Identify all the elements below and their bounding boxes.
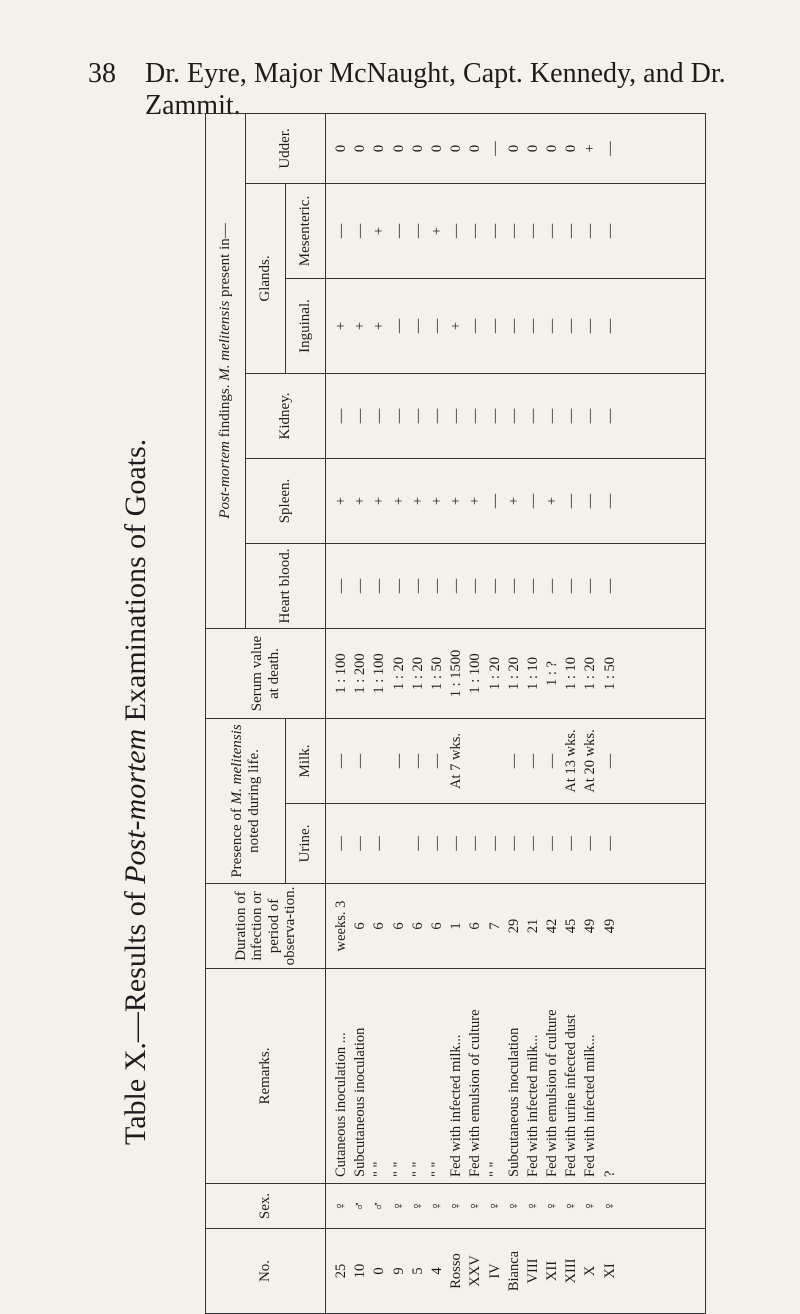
table-cell-remarks: ? — [601, 1170, 618, 1177]
table-cell-heart: — — [409, 578, 426, 594]
table-cell-duration: 29 — [505, 918, 522, 934]
table-cell-heart: — — [601, 578, 618, 594]
table-cell-serum: 1 : 10 — [524, 656, 541, 690]
table-cell-milk: — — [352, 753, 369, 769]
body-spleen — [326, 458, 706, 543]
table-cell-urine: — — [563, 836, 580, 851]
table-cell-mesenteric: — — [390, 223, 407, 239]
table-cell-urine: — — [505, 836, 522, 851]
table-cell-spleen: + — [448, 496, 465, 506]
table-cell-milk: — — [428, 753, 445, 769]
running-head — [0, 58, 800, 121]
table-cell-sex: ♀ — [428, 1200, 445, 1212]
presence-species: M. melitensis — [229, 724, 245, 805]
table-cell-heart: — — [428, 578, 445, 594]
body-milk — [326, 718, 706, 803]
table-cell-inguinal: — — [563, 318, 580, 334]
table-cell-inguinal: + — [371, 321, 388, 331]
table-cell-heart: — — [582, 578, 599, 594]
col-mesenteric: Mesenteric. — [286, 183, 326, 278]
caption-italic: Post-mortem — [119, 728, 152, 884]
table-cell-serum: 1 : 20 — [409, 656, 426, 690]
table-cell-mesenteric: — — [524, 223, 541, 239]
table-cell-urine: — — [544, 836, 561, 851]
body-sex — [326, 1184, 706, 1229]
table-cell-inguinal: + — [352, 321, 369, 331]
table-cell-urine: — — [448, 836, 465, 851]
table-cell-duration: 45 — [563, 918, 580, 934]
col-udder: Udder. — [246, 113, 326, 183]
body-remarks — [326, 969, 706, 1184]
body-udder — [326, 113, 706, 183]
body-duration — [326, 884, 706, 969]
table-cell-inguinal: — — [505, 318, 522, 334]
table-cell-sex: ♀ — [544, 1200, 561, 1212]
body-no — [326, 1229, 706, 1314]
table-cell-no: X — [582, 1265, 599, 1277]
cells-no — [332, 1229, 620, 1313]
table-cell-milk: — — [524, 753, 541, 769]
table-cell-serum: 1 : 50 — [428, 656, 445, 690]
table-cell-milk: — — [601, 753, 618, 769]
table-cell-no: 9 — [390, 1267, 407, 1275]
table-cell-sex: ♀ — [582, 1200, 599, 1212]
table-cell-mesenteric: — — [544, 223, 561, 239]
table-cell-mesenteric: — — [486, 223, 503, 239]
cells-urine — [332, 804, 620, 883]
table-cell-kidney: — — [352, 408, 369, 424]
table-cell-duration: 49 — [582, 918, 599, 934]
table-cell-udder: 0 — [467, 144, 484, 153]
table-cell-urine: — — [428, 836, 445, 851]
table-cell-serum: 1 : 100 — [333, 653, 349, 694]
body-inguinal — [326, 278, 706, 373]
table-cell-no: VIII — [524, 1258, 541, 1284]
table-cell-milk: — — [544, 753, 561, 769]
table-cell-inguinal: — — [524, 318, 541, 334]
table-cell-udder: 0 — [371, 144, 388, 153]
table-cell-sex: ♂ — [352, 1200, 369, 1212]
table-cell-urine: — — [352, 836, 369, 851]
table-cell-remarks: Fed with infected milk... — [582, 1034, 599, 1177]
table-cell-no: XI — [601, 1263, 618, 1279]
table-cell-mesenteric: + — [371, 226, 388, 236]
body-heart — [326, 543, 706, 628]
table-cell-milk — [370, 719, 389, 803]
table-cell-no: Rosso — [448, 1253, 465, 1289]
table-cell-spleen: + — [371, 496, 388, 506]
col-no: No. — [206, 1229, 326, 1314]
table-cell-milk — [486, 719, 505, 803]
table-cell-heart: — — [371, 578, 388, 594]
cells-spleen — [332, 459, 620, 543]
table-cell-remarks: " " — [428, 1161, 445, 1177]
table-cell-spleen: — — [486, 493, 503, 509]
table-cell-kidney: — — [582, 408, 599, 424]
table-cell-duration: 6 — [428, 922, 445, 930]
table-cell-sex: ♀ — [601, 1200, 618, 1212]
table-cell-kidney: — — [524, 408, 541, 424]
table-cell-remarks: Subcutaneous inoculation — [505, 1027, 522, 1177]
table-cell-remarks: " " — [409, 1161, 426, 1177]
caption-prefix: Table X.—Results of — [119, 883, 152, 1145]
table-cell-heart: — — [467, 578, 484, 594]
table-cell-inguinal: — — [409, 318, 426, 334]
table-cell-urine: — — [582, 836, 599, 851]
col-inguinal: Inguinal. — [286, 278, 326, 373]
col-sex: Sex. — [206, 1184, 326, 1229]
table-cell-sex: ♀ — [486, 1200, 503, 1212]
table-cell-duration: 21 — [524, 918, 541, 934]
table-cell-urine — [390, 804, 409, 883]
table-cell-mesenteric: — — [467, 223, 484, 239]
col-serum: Serum value at death. — [206, 628, 326, 718]
table-cell-heart: — — [448, 578, 465, 594]
table-cell-milk — [466, 719, 485, 803]
col-spleen: Spleen. — [246, 458, 326, 543]
table-cell-no: 0 — [371, 1267, 388, 1275]
table-cell-remarks: " " — [486, 1161, 503, 1177]
table-cell-kidney: — — [505, 408, 522, 424]
table-cell-no: XXV — [467, 1255, 484, 1287]
col-milk: Milk. — [286, 718, 326, 803]
table-cell-spleen: — — [582, 493, 599, 509]
table-cell-spleen: + — [409, 496, 426, 506]
postmortem-italic: Post-mortem — [217, 441, 234, 519]
presence-prefix: Presence of — [229, 804, 245, 878]
table-cell-mesenteric: — — [352, 223, 369, 239]
body-kidney — [326, 373, 706, 458]
table-cell-kidney: — — [467, 408, 484, 424]
table-cell-kidney: — — [448, 408, 465, 424]
table-cell-milk: — — [333, 753, 349, 769]
cells-heart — [332, 544, 620, 628]
table-cell-udder: 0 — [428, 144, 445, 153]
table-cell-duration: 6 — [467, 922, 484, 930]
table-cell-udder: — — [601, 141, 618, 156]
table-cell-spleen: — — [524, 493, 541, 509]
table-cell-no: 10 — [352, 1263, 369, 1279]
table-cell-urine: — — [486, 836, 503, 851]
table-cell-udder: 0 — [333, 144, 349, 153]
table-cell-no: IV — [486, 1263, 503, 1279]
table-cell-remarks: Subcutaneous inoculation — [352, 1027, 369, 1177]
cells-mesenteric — [332, 184, 620, 278]
col-postmortem — [206, 113, 246, 628]
table-cell-sex: ♀ — [467, 1200, 484, 1212]
cells-inguinal — [332, 279, 620, 373]
table-cell-serum: 1 : 200 — [352, 653, 369, 694]
table-cell-remarks: Fed with emulsion of culture — [544, 1009, 561, 1177]
table-cell-remarks: Fed with urine infected dust — [563, 1014, 580, 1177]
table-cell-milk: At 13 wks. — [563, 729, 580, 793]
table-cell-urine: — — [601, 836, 618, 851]
page-authors: Dr. Eyre, Major McNaught, Capt. Kennedy, and Dr. Zammit. — [145, 58, 726, 121]
table-cell-spleen: + — [352, 496, 369, 506]
table-cell-sex: ♀ — [524, 1200, 541, 1212]
table-cell-kidney: — — [563, 408, 580, 424]
table-cell-serum: 1 : 20 — [486, 656, 503, 690]
table-cell-udder: 0 — [544, 144, 561, 153]
table-cell-no: XIII — [563, 1258, 580, 1284]
table-cell-urine: — — [409, 836, 426, 851]
table-cell-mesenteric: + — [428, 226, 445, 236]
table-cell-mesenteric: — — [409, 223, 426, 239]
table-cell-udder: + — [582, 144, 599, 153]
body-mesenteric — [326, 183, 706, 278]
postmortem-mid: findings. — [217, 380, 234, 442]
table-cell-duration: 7 — [486, 922, 503, 930]
table-cell-serum: 1 : 1500 — [448, 649, 465, 698]
table-cell-spleen: + — [505, 496, 522, 506]
cells-remarks — [332, 969, 620, 1183]
table-cell-inguinal: — — [486, 318, 503, 334]
table-cell-duration: 1 — [448, 922, 465, 930]
table-cell-spleen: + — [333, 496, 349, 506]
table-cell-milk: — — [390, 753, 407, 769]
table-cell-no: 25 — [333, 1263, 349, 1279]
table-cell-udder: 0 — [409, 144, 426, 153]
table-cell-remarks: " " — [371, 1161, 388, 1177]
table-cell-heart: — — [563, 578, 580, 594]
table-cell-remarks: " " — [390, 1161, 407, 1177]
table-cell-milk: — — [505, 753, 522, 769]
table-cell-sex: ♀ — [448, 1200, 465, 1212]
table-cell-kidney: — — [486, 408, 503, 424]
table-cell-heart: — — [352, 578, 369, 594]
table-cell-heart: — — [333, 578, 349, 594]
table-cell-milk: At 20 wks. — [582, 729, 599, 793]
table-cell-inguinal: + — [448, 321, 465, 331]
table-cell-remarks: Cutaneous inoculation ... — [333, 1032, 349, 1177]
table-cell-sex: ♀ — [505, 1200, 522, 1212]
table-cell-sex: ♂ — [371, 1200, 388, 1212]
table-cell-udder: 0 — [352, 144, 369, 153]
table-cell-duration: 42 — [544, 918, 561, 934]
table-cell-urine: — — [467, 836, 484, 851]
col-urine: Urine. — [286, 804, 326, 884]
col-duration: Duration of infection or period of observa-tion. — [206, 884, 326, 969]
postmortem-species: M. melitensis — [217, 300, 234, 381]
table-cell-no: XII — [544, 1260, 561, 1282]
table-cell-duration: 6 — [371, 922, 388, 930]
table-cell-heart: — — [544, 578, 561, 594]
table-cell-remarks: Fed with infected milk... — [524, 1034, 541, 1177]
cells-milk — [332, 719, 620, 803]
table-cell-urine: — — [333, 836, 349, 851]
table-cell-urine: — — [524, 836, 541, 851]
table-cell-udder: 0 — [505, 144, 522, 153]
presence-suffix: noted during life. — [245, 749, 262, 853]
table-cell-mesenteric: — — [333, 223, 349, 239]
table-cell-serum: 1 : 50 — [601, 656, 618, 690]
table-cell-serum: 1 : 100 — [467, 653, 484, 694]
table-cell-sex: ♀ — [563, 1200, 580, 1212]
rotated-table-wrapper — [205, 114, 725, 1314]
table-caption — [119, 105, 159, 1145]
table-cell-milk: At 7 wks. — [448, 733, 465, 789]
table-cell-heart: — — [390, 578, 407, 594]
table-cell-no: 4 — [428, 1267, 445, 1275]
table-cell-spleen: — — [563, 493, 580, 509]
table-cell-spleen: — — [601, 493, 618, 509]
table-cell-inguinal: — — [582, 318, 599, 334]
col-presence — [206, 718, 286, 883]
table-cell-remarks: Fed with emulsion of culture — [467, 1009, 484, 1177]
cells-sex — [332, 1184, 620, 1228]
table-cell-udder: 0 — [390, 144, 407, 153]
table-cell-no: Bianca — [505, 1250, 522, 1292]
table-cell-sex: ♀ — [333, 1200, 349, 1212]
table-cell-kidney: — — [601, 408, 618, 424]
table-cell-udder: 0 — [563, 144, 580, 153]
table-cell-mesenteric: — — [448, 223, 465, 239]
table-cell-mesenteric: — — [505, 223, 522, 239]
table-cell-duration: 6 — [352, 922, 369, 930]
table-cell-duration: 6 — [409, 922, 426, 930]
table-cell-kidney: — — [428, 408, 445, 424]
table-cell-kidney: — — [390, 408, 407, 424]
table-cell-spleen: + — [467, 496, 484, 506]
table-cell-heart: — — [486, 578, 503, 594]
col-kidney: Kidney. — [246, 373, 326, 458]
table-cell-sex: ♀ — [409, 1200, 426, 1212]
table-cell-inguinal: + — [333, 321, 349, 331]
table-cell-spleen: + — [544, 496, 561, 506]
table-cell-kidney: — — [544, 408, 561, 424]
table-cell-udder: 0 — [524, 144, 541, 153]
table-cell-heart: — — [505, 578, 522, 594]
page-number: 38 — [88, 58, 116, 89]
table-cell-mesenteric: — — [601, 223, 618, 239]
col-heart-blood: Heart blood. — [246, 543, 326, 628]
table-cell-remarks: Fed with infected milk... — [448, 1034, 465, 1177]
table-cell-urine: — — [371, 836, 388, 851]
table-cell-inguinal: — — [601, 318, 618, 334]
table-cell-inguinal: — — [428, 318, 445, 334]
table-cell-udder: — — [486, 141, 503, 156]
col-glands: Glands. — [246, 183, 286, 373]
results-table — [205, 113, 706, 1314]
table-cell-duration: weeks. 3 — [333, 900, 349, 952]
table-cell-duration: 49 — [601, 918, 618, 934]
body-serum — [326, 628, 706, 718]
table-cell-duration: 6 — [390, 922, 407, 930]
table-cell-inguinal: — — [390, 318, 407, 334]
table-cell-serum: 1 : ? — [544, 661, 561, 686]
table-cell-no: 5 — [409, 1267, 426, 1275]
table-cell-serum: 1 : 10 — [563, 656, 580, 690]
body-urine — [326, 804, 706, 884]
cells-kidney — [332, 374, 620, 458]
table-cell-spleen: + — [428, 496, 445, 506]
table-cell-kidney: — — [371, 408, 388, 424]
table-cell-spleen: + — [390, 496, 407, 506]
table-cell-serum: 1 : 20 — [505, 656, 522, 690]
table-cell-heart: — — [524, 578, 541, 594]
table-cell-inguinal: — — [467, 318, 484, 334]
table-cell-milk: — — [409, 753, 426, 769]
col-remarks: Remarks. — [206, 969, 326, 1184]
table-cell-mesenteric: — — [582, 223, 599, 239]
caption-suffix: Examinations of Goats. — [119, 438, 152, 729]
table-cell-sex: ♀ — [390, 1200, 407, 1212]
table-cell-kidney: — — [333, 408, 349, 424]
table-cell-mesenteric: — — [563, 223, 580, 239]
table-cell-kidney: — — [409, 408, 426, 424]
table-cell-serum: 1 : 20 — [390, 656, 407, 690]
cells-serum — [332, 629, 620, 718]
cells-duration — [332, 884, 620, 968]
table-cell-udder: 0 — [448, 144, 465, 153]
table-cell-inguinal: — — [544, 318, 561, 334]
cells-udder — [332, 114, 620, 183]
table-cell-serum: 1 : 20 — [582, 656, 599, 690]
table-cell-serum: 1 : 100 — [371, 653, 388, 694]
postmortem-suffix: present in— — [217, 223, 234, 301]
